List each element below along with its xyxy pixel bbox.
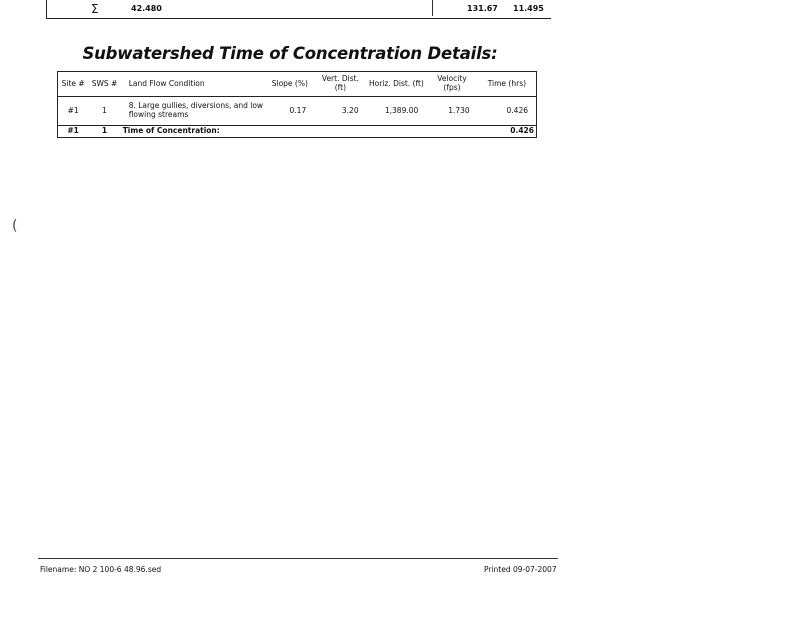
section-title: Subwatershed Time of Concentration Details:	[82, 44, 498, 63]
cell-sws: 1	[102, 105, 107, 115]
header-site: Site #	[58, 72, 89, 97]
cell-velocity: 1.730	[448, 105, 470, 115]
total-label: Time of Concentration:	[121, 126, 478, 138]
cell-vert-dist: 3.20	[341, 105, 359, 115]
cell-horiz-dist: 1,389.00	[384, 105, 419, 115]
tc-details-table	[57, 71, 537, 138]
summary-row	[46, 0, 551, 19]
table-header-row	[58, 72, 537, 97]
cell-site: #1	[67, 105, 79, 115]
summary-value-a: 131.67	[467, 4, 498, 13]
header-velocity: Velocity (fps)	[426, 72, 477, 97]
total-sws: 1	[88, 126, 120, 138]
summary-area: 42.480	[131, 4, 162, 13]
header-time: Time (hrs)	[478, 72, 537, 97]
header-slope: Slope (%)	[265, 72, 314, 97]
cell-time: 0.426	[506, 105, 528, 115]
total-site: #1	[58, 126, 89, 138]
footer-printed-date: Printed 09-07-2007	[484, 565, 557, 574]
summary-value-b: 11.495	[513, 4, 544, 13]
header-vert-dist: Vert. Dist. (ft)	[314, 72, 366, 97]
footer-filename: Filename: NO 2 100-6 48.96.sed	[40, 565, 162, 574]
divider	[432, 0, 433, 16]
header-sws: SWS #	[88, 72, 120, 97]
total-row	[58, 126, 537, 138]
header-land-flow: Land Flow Condition	[121, 72, 266, 97]
cell-slope: 0.17	[289, 105, 307, 115]
header-horiz-dist: Horiz. Dist. (ft)	[367, 72, 427, 97]
scan-mark: (	[12, 218, 18, 234]
total-time: 0.426	[478, 126, 537, 138]
sigma-symbol: Σ	[91, 2, 99, 16]
table-row	[58, 97, 537, 126]
footer-divider	[38, 558, 558, 559]
cell-condition: 8. Large gullies, diversions, and low flowing streams	[128, 101, 264, 119]
